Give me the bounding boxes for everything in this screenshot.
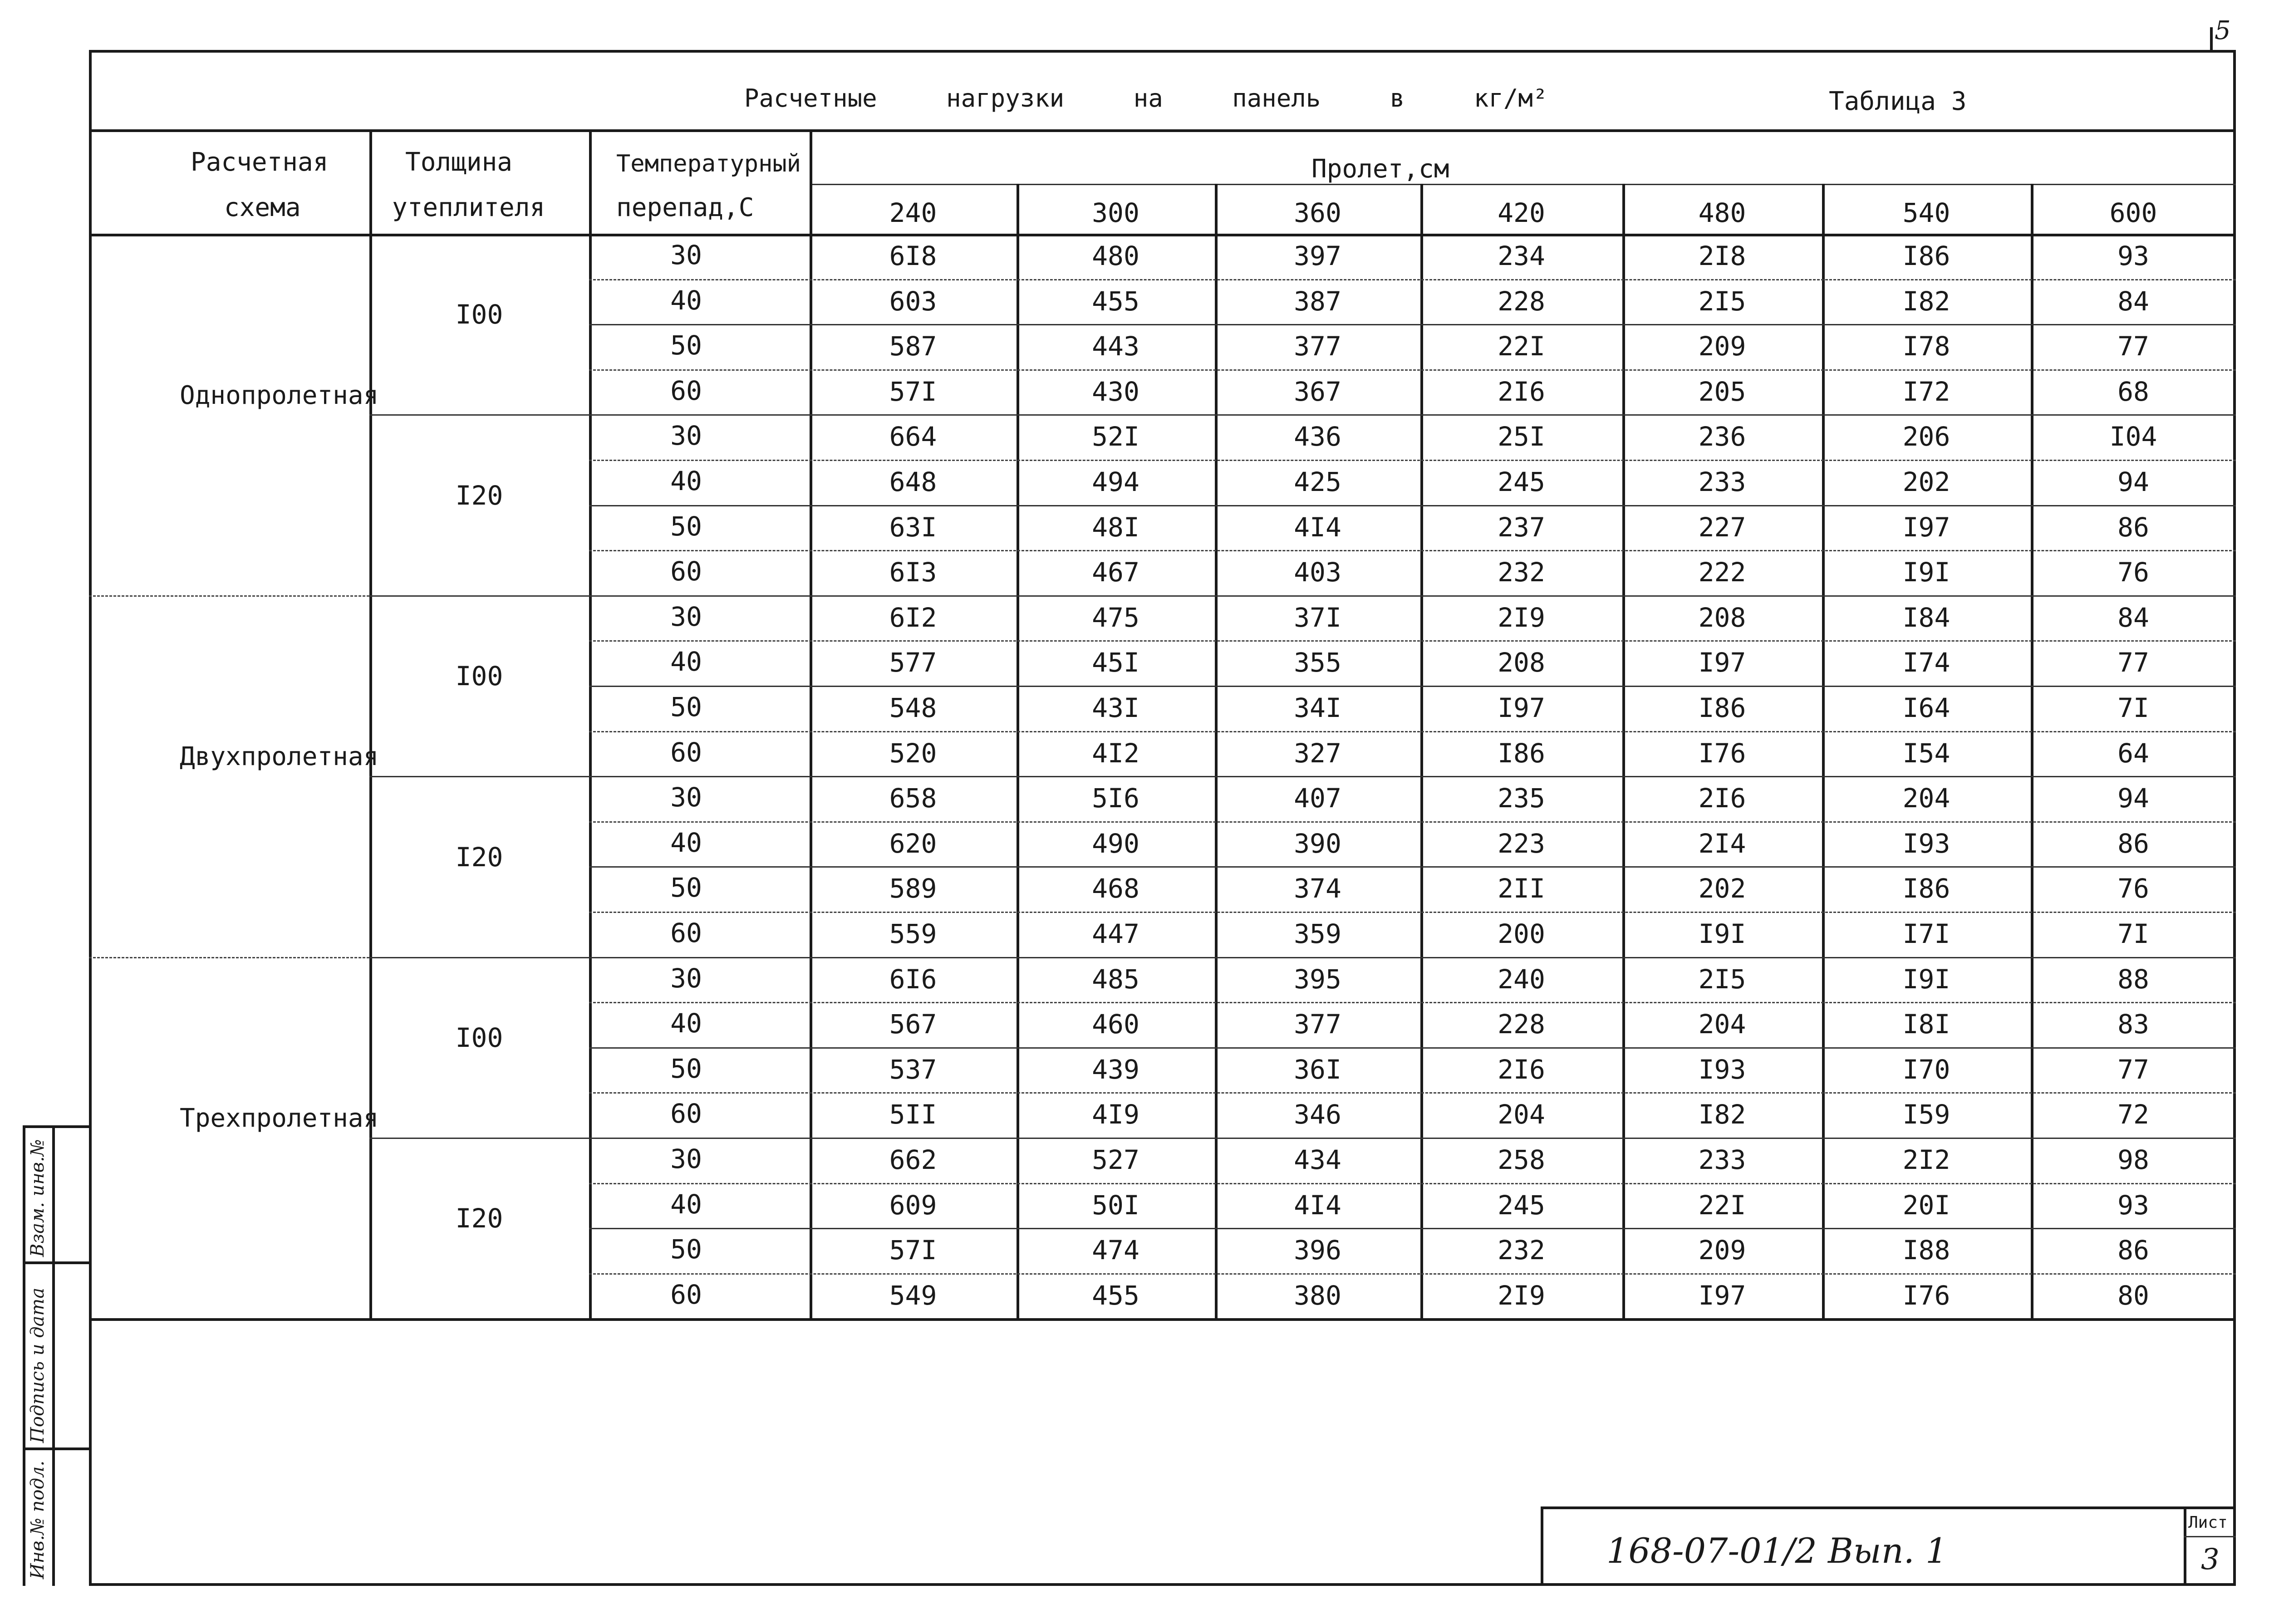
value-cell-540: 202 xyxy=(1902,466,1950,497)
temp-cell: 40 xyxy=(670,1008,702,1039)
group-divider xyxy=(89,957,369,958)
value-cell-300: 439 xyxy=(1092,1054,1139,1085)
value-cell-240: 57I xyxy=(889,376,937,407)
value-cell-420: 2II xyxy=(1498,873,1545,904)
side-strip-left xyxy=(23,1125,25,1586)
stamp-block-top xyxy=(1541,1506,2236,1509)
value-cell-420: 258 xyxy=(1498,1144,1545,1175)
col-line-thickness xyxy=(589,129,592,1318)
row-divider xyxy=(589,731,2236,732)
value-cell-480: I93 xyxy=(1698,1054,1746,1085)
value-cell-600: 98 xyxy=(2117,1144,2149,1175)
temp-cell: 50 xyxy=(670,510,702,542)
value-cell-300: 475 xyxy=(1092,602,1139,633)
value-cell-360: 4I4 xyxy=(1294,1189,1341,1221)
value-cell-240: 63I xyxy=(889,511,937,543)
row-divider xyxy=(589,324,2236,325)
row-divider xyxy=(589,414,2236,416)
span-header-360: 360 xyxy=(1294,197,1341,228)
value-cell-420: 22I xyxy=(1498,331,1545,362)
side-label-signature: Подпись и дата xyxy=(27,1287,48,1443)
value-cell-480: I76 xyxy=(1698,737,1746,769)
header-scheme-1: Расчетная xyxy=(191,147,329,177)
temp-cell: 50 xyxy=(670,330,702,361)
value-cell-240: 549 xyxy=(889,1280,937,1311)
value-cell-300: 485 xyxy=(1092,963,1139,995)
title-divider xyxy=(89,129,2236,132)
value-cell-480: 205 xyxy=(1698,376,1746,407)
temp-cell: 40 xyxy=(670,285,702,316)
value-cell-540: I76 xyxy=(1902,1280,1950,1311)
header-thickness-1: Толщина xyxy=(405,147,513,177)
temp-cell: 30 xyxy=(670,240,702,270)
value-cell-420: 200 xyxy=(1498,918,1545,949)
value-cell-480: 209 xyxy=(1698,1235,1746,1266)
value-cell-420: I97 xyxy=(1498,692,1545,723)
row-divider xyxy=(589,866,2236,868)
value-cell-480: I86 xyxy=(1698,692,1746,723)
temp-cell: 60 xyxy=(670,1279,702,1310)
value-cell-240: 6I6 xyxy=(889,963,937,995)
value-cell-600: 64 xyxy=(2117,737,2149,769)
span-header-240: 240 xyxy=(889,197,937,228)
value-cell-600: 68 xyxy=(2117,376,2149,407)
value-cell-420: 245 xyxy=(1498,466,1545,497)
value-cell-360: 407 xyxy=(1294,783,1341,814)
side-strip-div1 xyxy=(23,1261,89,1264)
row-divider xyxy=(589,957,2236,958)
col-line-480 xyxy=(1822,184,1825,1318)
row-divider xyxy=(589,1273,2236,1275)
value-cell-540: 206 xyxy=(1902,421,1950,452)
page-mark-tick xyxy=(2210,27,2213,50)
temp-cell: 30 xyxy=(670,782,702,813)
value-cell-360: 396 xyxy=(1294,1235,1341,1266)
col-line-540 xyxy=(2031,184,2033,1318)
temp-cell: 40 xyxy=(670,646,702,677)
value-cell-360: 36I xyxy=(1294,1054,1341,1085)
value-cell-240: 620 xyxy=(889,828,937,859)
value-cell-540: 20I xyxy=(1902,1189,1950,1221)
value-cell-300: 455 xyxy=(1092,1280,1139,1311)
value-cell-480: I97 xyxy=(1698,1280,1746,1311)
value-cell-480: 2I8 xyxy=(1698,240,1746,271)
scheme-cell: Трехпролетная xyxy=(180,1104,379,1133)
value-cell-480: 233 xyxy=(1698,1144,1746,1175)
value-cell-300: 468 xyxy=(1092,873,1139,904)
side-strip-div2 xyxy=(23,1447,89,1450)
value-cell-540: I78 xyxy=(1902,331,1950,362)
thickness-cell: I20 xyxy=(455,1203,503,1234)
value-cell-360: 425 xyxy=(1294,466,1341,497)
temp-cell: 40 xyxy=(670,466,702,496)
value-cell-360: 397 xyxy=(1294,240,1341,271)
value-cell-300: 50I xyxy=(1092,1189,1139,1221)
value-cell-240: 587 xyxy=(889,331,937,362)
scheme-cell: Однопролетная xyxy=(180,380,379,410)
side-label-replace-inv: Взам. инв.№ xyxy=(27,1139,48,1257)
scheme-cell: Двухпролетная xyxy=(180,742,379,772)
row-divider xyxy=(589,686,2236,687)
value-cell-240: 520 xyxy=(889,737,937,769)
span-header-540: 540 xyxy=(1902,197,1950,228)
value-cell-600: 76 xyxy=(2117,873,2149,904)
header-thickness-2: утеплителя xyxy=(392,193,545,222)
value-cell-300: 480 xyxy=(1092,240,1139,271)
header-temp-2: перепад,С xyxy=(616,193,754,222)
row-divider xyxy=(589,369,2236,371)
subgroup-divider xyxy=(369,595,589,597)
value-cell-540: I9I xyxy=(1902,963,1950,995)
value-cell-300: 4I2 xyxy=(1092,737,1139,769)
value-cell-600: 83 xyxy=(2117,1009,2149,1040)
header-divider xyxy=(89,234,2236,236)
value-cell-600: 94 xyxy=(2117,783,2149,814)
row-divider xyxy=(589,1002,2236,1003)
value-cell-360: 359 xyxy=(1294,918,1341,949)
value-cell-300: 460 xyxy=(1092,1009,1139,1040)
value-cell-480: 2I5 xyxy=(1698,963,1746,995)
value-cell-420: 228 xyxy=(1498,1009,1545,1040)
group-divider xyxy=(89,595,369,597)
page-mark: 5 xyxy=(2215,16,2231,45)
value-cell-300: 48I xyxy=(1092,511,1139,543)
value-cell-360: 377 xyxy=(1294,1009,1341,1040)
temp-cell: 30 xyxy=(670,962,702,994)
span-header-480: 480 xyxy=(1698,197,1746,228)
temp-cell: 50 xyxy=(670,1053,702,1084)
value-cell-300: 455 xyxy=(1092,285,1139,317)
value-cell-480: 2I5 xyxy=(1698,285,1746,317)
value-cell-540: I64 xyxy=(1902,692,1950,723)
stamp-block-left xyxy=(1541,1506,1543,1586)
span-header-300: 300 xyxy=(1092,197,1139,228)
value-cell-600: 77 xyxy=(2117,647,2149,678)
row-divider xyxy=(589,912,2236,913)
value-cell-240: 548 xyxy=(889,692,937,723)
value-cell-600: 80 xyxy=(2117,1280,2149,1311)
temp-cell: 30 xyxy=(670,420,702,451)
value-cell-480: I82 xyxy=(1698,1099,1746,1130)
value-cell-600: 77 xyxy=(2117,331,2149,362)
thickness-cell: I20 xyxy=(455,841,503,873)
row-divider xyxy=(589,595,2236,597)
temp-cell: 60 xyxy=(670,917,702,948)
value-cell-600: 7I xyxy=(2117,918,2149,949)
row-divider xyxy=(589,1228,2236,1229)
value-cell-300: 4I9 xyxy=(1092,1099,1139,1130)
value-cell-420: 25I xyxy=(1498,421,1545,452)
value-cell-360: 390 xyxy=(1294,828,1341,859)
stamp-sheet-divider xyxy=(2184,1506,2186,1586)
row-divider xyxy=(589,550,2236,551)
value-cell-600: 88 xyxy=(2117,963,2149,995)
temp-cell: 50 xyxy=(670,872,702,903)
value-cell-600: 7I xyxy=(2117,692,2149,723)
thickness-cell: I00 xyxy=(455,661,503,692)
value-cell-540: I86 xyxy=(1902,240,1950,271)
value-cell-360: 37I xyxy=(1294,602,1341,633)
value-cell-600: 72 xyxy=(2117,1099,2149,1130)
value-cell-540: I54 xyxy=(1902,737,1950,769)
row-divider xyxy=(589,640,2236,642)
value-cell-300: 43I xyxy=(1092,692,1139,723)
value-cell-360: 374 xyxy=(1294,873,1341,904)
value-cell-600: I04 xyxy=(2109,421,2157,452)
temp-cell: 40 xyxy=(670,1188,702,1220)
row-divider xyxy=(589,1092,2236,1094)
value-cell-300: 443 xyxy=(1092,331,1139,362)
value-cell-240: 577 xyxy=(889,647,937,678)
value-cell-360: 395 xyxy=(1294,963,1341,995)
table-label: Таблица 3 xyxy=(1829,87,1967,116)
value-cell-480: 208 xyxy=(1698,602,1746,633)
value-cell-360: 380 xyxy=(1294,1280,1341,1311)
col-line-300 xyxy=(1215,184,1218,1318)
value-cell-600: 86 xyxy=(2117,828,2149,859)
value-cell-540: I70 xyxy=(1902,1054,1950,1085)
value-cell-300: 474 xyxy=(1092,1235,1139,1266)
value-cell-600: 93 xyxy=(2117,240,2149,271)
temp-cell: 40 xyxy=(670,827,702,858)
value-cell-240: 662 xyxy=(889,1144,937,1175)
value-cell-420: 208 xyxy=(1498,647,1545,678)
value-cell-420: 240 xyxy=(1498,963,1545,995)
temp-cell: 60 xyxy=(670,736,702,768)
value-cell-300: 447 xyxy=(1092,918,1139,949)
subgroup-divider xyxy=(369,957,589,958)
value-cell-240: 609 xyxy=(889,1189,937,1221)
value-cell-600: 86 xyxy=(2117,511,2149,543)
col-line-420 xyxy=(1622,184,1625,1318)
value-cell-240: 6I8 xyxy=(889,240,937,271)
subgroup-divider xyxy=(369,776,589,777)
value-cell-420: 235 xyxy=(1498,783,1545,814)
value-cell-420: 234 xyxy=(1498,240,1545,271)
temp-cell: 50 xyxy=(670,1234,702,1265)
doc-code: 168-07-01/2 Вып. 1 xyxy=(1606,1531,1948,1571)
value-cell-600: 77 xyxy=(2117,1054,2149,1085)
value-cell-600: 84 xyxy=(2117,602,2149,633)
value-cell-600: 86 xyxy=(2117,1235,2149,1266)
value-cell-300: 52I xyxy=(1092,421,1139,452)
value-cell-240: 57I xyxy=(889,1235,937,1266)
value-cell-240: 6I3 xyxy=(889,557,937,588)
value-cell-480: 227 xyxy=(1698,511,1746,543)
value-cell-420: 2I9 xyxy=(1498,1280,1545,1311)
thickness-cell: I20 xyxy=(455,480,503,511)
subgroup-divider xyxy=(369,414,589,416)
value-cell-480: 202 xyxy=(1698,873,1746,904)
header-scheme-2: схема xyxy=(224,193,301,222)
stamp-sheet-line xyxy=(2184,1536,2236,1537)
temp-cell: 30 xyxy=(670,601,702,632)
side-label-inv-original: Инв.№ подл. xyxy=(27,1460,48,1579)
value-cell-480: 222 xyxy=(1698,557,1746,588)
value-cell-360: 377 xyxy=(1294,331,1341,362)
value-cell-420: 2I6 xyxy=(1498,1054,1545,1085)
thickness-cell: I00 xyxy=(455,299,503,330)
value-cell-300: 490 xyxy=(1092,828,1139,859)
value-cell-540: 2I2 xyxy=(1902,1144,1950,1175)
row-divider xyxy=(589,279,2236,280)
row-divider xyxy=(589,1183,2236,1184)
value-cell-360: 346 xyxy=(1294,1099,1341,1130)
value-cell-360: 367 xyxy=(1294,376,1341,407)
value-cell-300: 527 xyxy=(1092,1144,1139,1175)
value-cell-300: 430 xyxy=(1092,376,1139,407)
value-cell-240: 648 xyxy=(889,466,937,497)
value-cell-240: 559 xyxy=(889,918,937,949)
value-cell-360: 355 xyxy=(1294,647,1341,678)
value-cell-240: 658 xyxy=(889,783,937,814)
temp-cell: 30 xyxy=(670,1143,702,1174)
value-cell-420: 2I9 xyxy=(1498,602,1545,633)
value-cell-240: 603 xyxy=(889,285,937,317)
value-cell-420: 223 xyxy=(1498,828,1545,859)
temp-cell: 60 xyxy=(670,375,702,406)
row-divider xyxy=(589,505,2236,506)
value-cell-600: 76 xyxy=(2117,557,2149,588)
value-cell-240: 537 xyxy=(889,1054,937,1085)
value-cell-360: 436 xyxy=(1294,421,1341,452)
value-cell-240: 589 xyxy=(889,873,937,904)
value-cell-420: I86 xyxy=(1498,737,1545,769)
value-cell-420: 232 xyxy=(1498,557,1545,588)
value-cell-480: 22I xyxy=(1698,1189,1746,1221)
temp-cell: 60 xyxy=(670,556,702,587)
value-cell-540: I82 xyxy=(1902,285,1950,317)
table-frame xyxy=(89,50,2236,1586)
thickness-cell: I00 xyxy=(455,1022,503,1053)
value-cell-480: 204 xyxy=(1698,1009,1746,1040)
temp-cell: 50 xyxy=(670,692,702,722)
value-cell-300: 45I xyxy=(1092,647,1139,678)
header-temp-1: Температурный xyxy=(616,150,801,177)
value-cell-600: 94 xyxy=(2117,466,2149,497)
value-cell-360: 327 xyxy=(1294,737,1341,769)
value-cell-360: 434 xyxy=(1294,1144,1341,1175)
value-cell-420: 232 xyxy=(1498,1235,1545,1266)
col-line-scheme xyxy=(369,129,372,1318)
span-header-600: 600 xyxy=(2109,197,2157,228)
value-cell-540: I97 xyxy=(1902,511,1950,543)
value-cell-480: I97 xyxy=(1698,647,1746,678)
table-title: Расчетные нагрузки на панель в кг/м² xyxy=(744,84,1548,113)
value-cell-540: I84 xyxy=(1902,602,1950,633)
value-cell-540: I9I xyxy=(1902,557,1950,588)
header-span-group: Пролет,см xyxy=(1311,154,1449,184)
value-cell-420: 228 xyxy=(1498,285,1545,317)
value-cell-420: 2I6 xyxy=(1498,376,1545,407)
value-cell-540: I74 xyxy=(1902,647,1950,678)
value-cell-240: 5II xyxy=(889,1099,937,1130)
temp-cell: 60 xyxy=(670,1098,702,1129)
value-cell-360: 403 xyxy=(1294,557,1341,588)
value-cell-540: I8I xyxy=(1902,1009,1950,1040)
row-divider xyxy=(589,821,2236,823)
sheet-number: 3 xyxy=(2201,1543,2220,1576)
value-cell-480: 236 xyxy=(1698,421,1746,452)
value-cell-360: 387 xyxy=(1294,285,1341,317)
row-divider xyxy=(589,460,2236,461)
value-cell-420: 245 xyxy=(1498,1189,1545,1221)
subgroup-divider xyxy=(369,1138,589,1139)
col-line-temp xyxy=(810,129,812,1318)
side-strip-top xyxy=(23,1125,89,1128)
value-cell-480: 233 xyxy=(1698,466,1746,497)
span-group-divider xyxy=(810,184,2236,185)
value-cell-420: 237 xyxy=(1498,511,1545,543)
value-cell-480: 209 xyxy=(1698,331,1746,362)
table-bottom xyxy=(89,1318,2236,1321)
value-cell-240: 664 xyxy=(889,421,937,452)
value-cell-360: 4I4 xyxy=(1294,511,1341,543)
value-cell-480: 2I4 xyxy=(1698,828,1746,859)
value-cell-480: I9I xyxy=(1698,918,1746,949)
value-cell-240: 6I2 xyxy=(889,602,937,633)
value-cell-540: I72 xyxy=(1902,376,1950,407)
value-cell-540: I7I xyxy=(1902,918,1950,949)
value-cell-600: 93 xyxy=(2117,1189,2149,1221)
value-cell-300: 5I6 xyxy=(1092,783,1139,814)
sheet-label: Лист xyxy=(2188,1513,2228,1532)
span-header-420: 420 xyxy=(1498,197,1545,228)
value-cell-540: 204 xyxy=(1902,783,1950,814)
value-cell-540: I59 xyxy=(1902,1099,1950,1130)
col-line-360 xyxy=(1420,184,1423,1318)
value-cell-240: 567 xyxy=(889,1009,937,1040)
row-divider xyxy=(589,776,2236,777)
value-cell-300: 467 xyxy=(1092,557,1139,588)
row-divider xyxy=(589,1047,2236,1049)
value-cell-600: 84 xyxy=(2117,285,2149,317)
row-divider xyxy=(589,1138,2236,1139)
value-cell-420: 204 xyxy=(1498,1099,1545,1130)
value-cell-300: 494 xyxy=(1092,466,1139,497)
value-cell-540: I88 xyxy=(1902,1235,1950,1266)
side-strip-inner xyxy=(52,1125,55,1586)
value-cell-540: I86 xyxy=(1902,873,1950,904)
value-cell-360: 34I xyxy=(1294,692,1341,723)
col-line-240 xyxy=(1017,184,1019,1318)
value-cell-480: 2I6 xyxy=(1698,783,1746,814)
value-cell-540: I93 xyxy=(1902,828,1950,859)
